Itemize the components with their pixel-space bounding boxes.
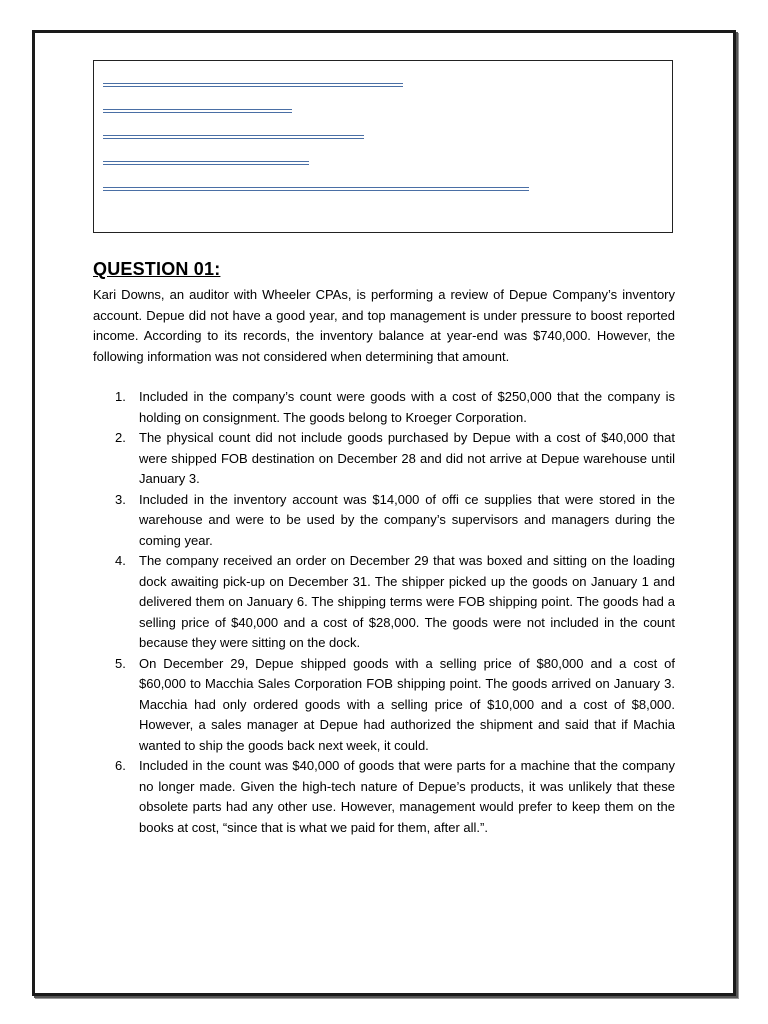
blank-line-5 (103, 187, 529, 191)
question-intro: Kari Downs, an auditor with Wheeler CPAs, is performing a review of Depue Company’s inventory account. Depue did not have a good year, and top management is under pressure to boost reported income. According to its records, the inventory balance at year-end was $740,000. However, the following information was not considered when determining that amount. (93, 287, 675, 364)
blank-line-4 (103, 161, 309, 165)
list-item-number: 2. (115, 430, 126, 445)
list-item-number: 1. (115, 389, 126, 404)
list-item (93, 551, 675, 654)
list-item-text: Included in the count was $40,000 of goods that were parts for a machine that the company no longer made. Given the high-tech nature of Depue’s products, it was unlikely that these obsolete parts had any other use. However, management would prefer to keep them on the books at cost, “since that is what we paid for them, after all.”. (139, 758, 675, 835)
list-item-text: The physical count did not include goods purchased by Depue with a cost of $40,000 that were shipped FOB destination on December 28 and did not arrive at Depue warehouse until January 3. (139, 430, 675, 486)
list-item (93, 387, 675, 428)
list-item (93, 756, 675, 838)
list-item-number: 3. (115, 491, 126, 507)
list-item-text: Included in the company’s count were goods with a cost of $250,000 that the company is holding on consignment. The goods belong to Kroeger Corporation. (139, 389, 675, 425)
list-item-number: 5. (115, 655, 126, 671)
blank-line-1 (103, 83, 403, 87)
blank-line-2 (103, 109, 292, 113)
student-info-box (93, 60, 673, 233)
list-item (93, 654, 675, 757)
list-item-text: The company received an order on December 29 that was boxed and sitting on the loading dock awaiting pick-up on December 31. The shipper picked up the goods on January 1 and delivered them on January 6. The shipping terms were FOB shipping point. The goods had a selling price of $40,000 and a cost of $28,000. The goods were not included in the count because they were sitting on the dock. (139, 553, 675, 650)
list-item-text: On December 29, Depue shipped goods with a selling price of $80,000 and a cost of $60,000 to Macchia Sales Corporation FOB shipping point. The goods arrived on January 3. Macchia had only ordered goods with a selling price of $10,000 and a cost of $8,000. However, a sales manager at Depue had authorized the shipment and said that if Machia wanted to ship the goods back next week, it could. (139, 655, 675, 753)
list-item (93, 428, 675, 490)
list-item-number: 4. (115, 553, 126, 568)
blank-line-3 (103, 135, 364, 139)
list-item-number: 6. (115, 758, 126, 773)
list-item-text: Included in the inventory account was $14,000 of offi ce supplies that were stored in the warehouse and were to be used by the company’s supervisors and managers during the coming year. (139, 491, 675, 548)
question-title: QUESTION 01: (93, 259, 221, 279)
question-item-list (93, 387, 675, 838)
list-item (93, 490, 675, 552)
